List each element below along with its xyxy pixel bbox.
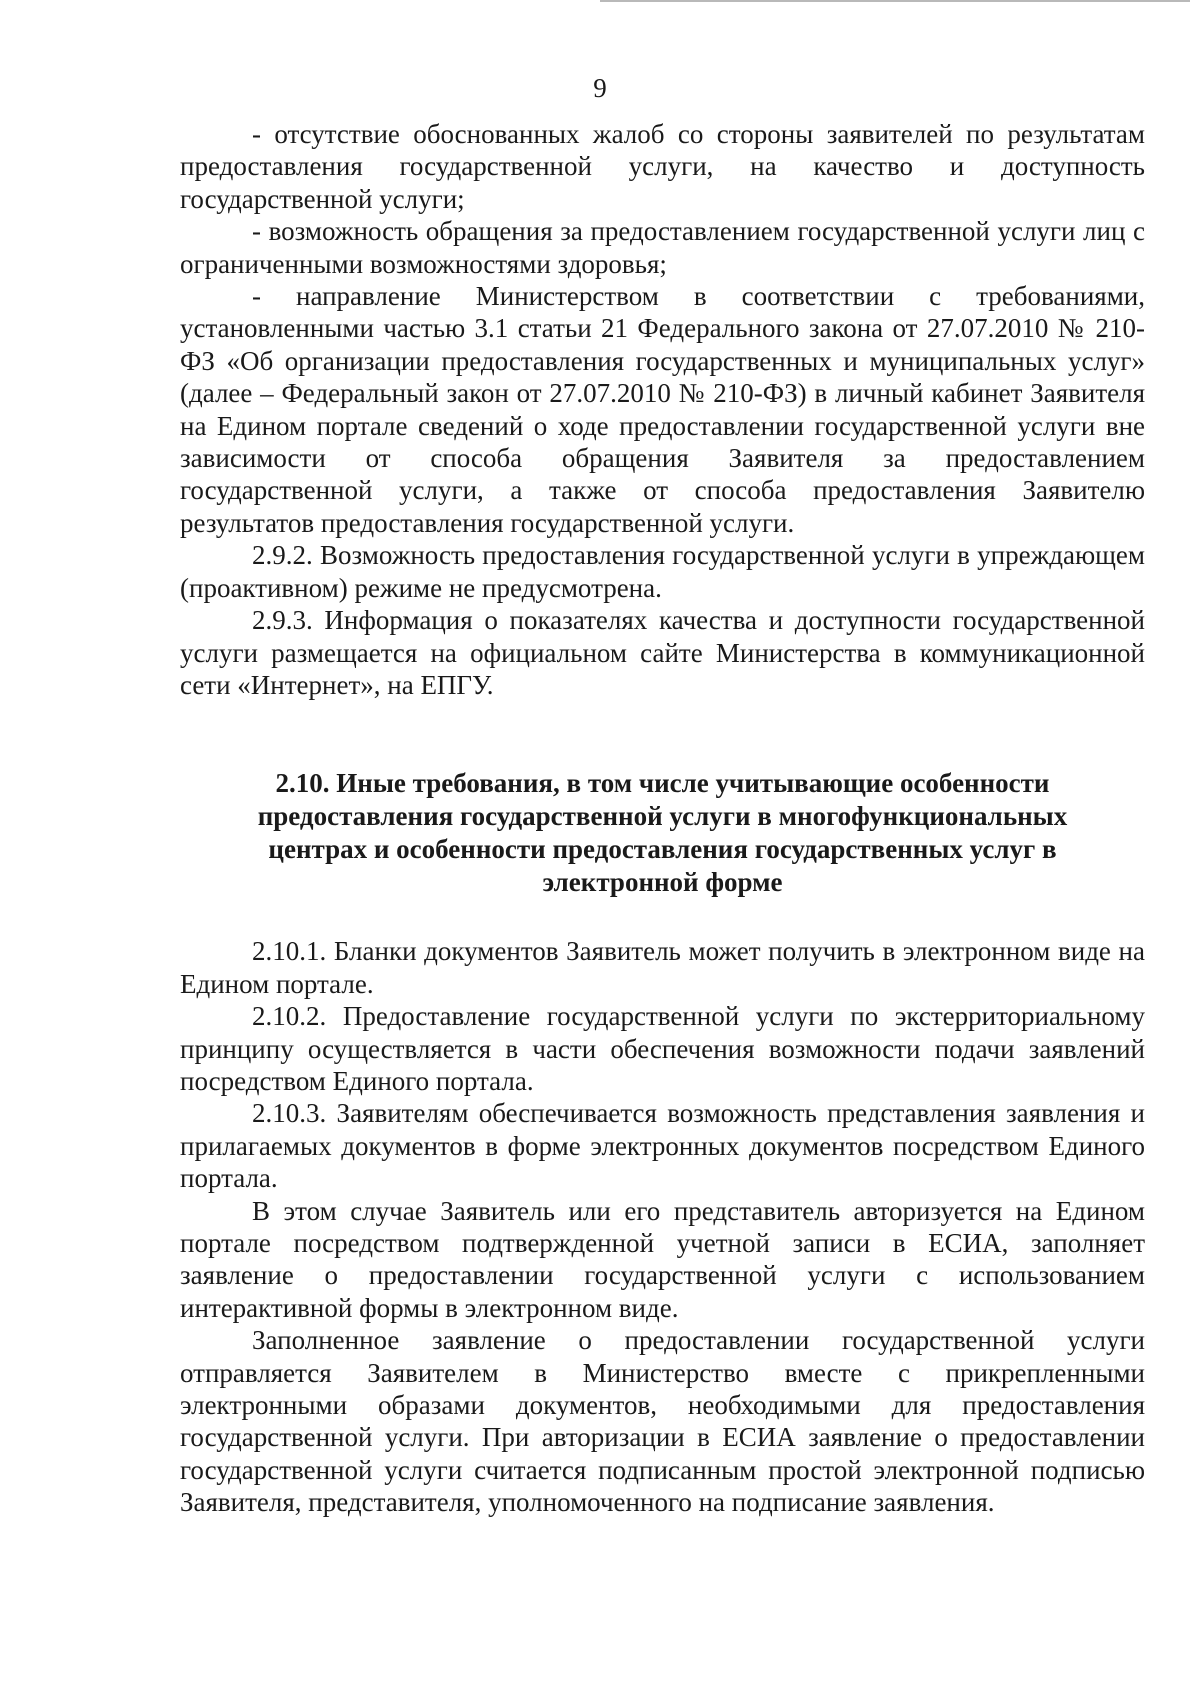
section-heading-2-10: 2.10. Иные требования, в том числе учитывающие особенности предоставления государственной услуги в многофункциональных центрах и особенности предоставления государственных услуг в электронной форме xyxy=(257,768,1068,898)
spacer xyxy=(180,899,1145,935)
document-body xyxy=(180,118,1145,1519)
paragraph-2-10-2: 2.10.2. Предоставление государственной услуги по экстерриториальному принципу осуществляется в части обеспечения возможности подачи заявлений посредством Единого портала. xyxy=(180,1001,1145,1096)
paragraph-2-10-3: 2.10.3. Заявителям обеспечивается возможность представления заявления и прилагаемых документов в форме электронных документов посредством Единого портала. xyxy=(180,1098,1145,1194)
spacer xyxy=(180,701,1145,767)
paragraph-2-9-3: 2.9.3. Информация о показателях качества и доступности государственной услуги размещается на официальном сайте Министерства в коммуникационной сети «Интернет», на ЕПГУ. xyxy=(180,605,1145,700)
criterion-no-complaints: - отсутствие обоснованных жалоб со стороны заявителей по результатам предоставления государственной услуги, на качество и доступность государственной услуги; xyxy=(180,119,1145,214)
paragraph-esia-authorization: В этом случае Заявитель или его представитель авторизуется на Едином портале посредством подтвержденной учетной записи в ЕСИА, заполняет заявление о предоставлении государственной услуги с использованием интерактивной формы в электронном виде. xyxy=(180,1195,1145,1323)
paragraph-2-10-1: 2.10.1. Бланки документов Заявитель может получить в электронном виде на Едином портале. xyxy=(180,936,1145,999)
paragraph-application-submission: Заполненное заявление о предоставлении государственной услуги отправляется Заявителем в Министерство вместе с прикрепленными электронными образами документов, необходимыми для предоставления государственной услуги. При авторизации в ЕСИА заявление о предоставлении государственной услуги считается подписанным простой электронной подписью Заявителя, представителя, уполномоченного на подписание заявления. xyxy=(180,1325,1145,1518)
paragraph-2-9-2: 2.9.2. Возможность предоставления государственной услуги в упреждающем (проактивном) режиме не предусмотрена. xyxy=(180,540,1145,603)
criterion-status-notification: - направление Министерством в соответствии с требованиями, установленными частью 3.1 статьи 21 Федерального закона от 27.07.2010 № 210-ФЗ «Об организации предоставления государственных и муниципальных услуг» (далее – Федеральный закон от 27.07.2010 № 210-ФЗ) в личный кабинет Заявителя на Едином портале сведений о ходе предоставлении государственной услуги вне зависимости от способа обращения Заявителя за предоставлением государственной услуги, а также от способа предоставления Заявителю результатов предоставления государственной услуги. xyxy=(180,281,1145,538)
page-number: 9 xyxy=(593,73,607,103)
scan-edge-line xyxy=(600,0,1190,2)
criterion-disabled-access: - возможность обращения за предоставлением государственной услуги лиц с ограниченными возможностями здоровья; xyxy=(180,216,1145,279)
